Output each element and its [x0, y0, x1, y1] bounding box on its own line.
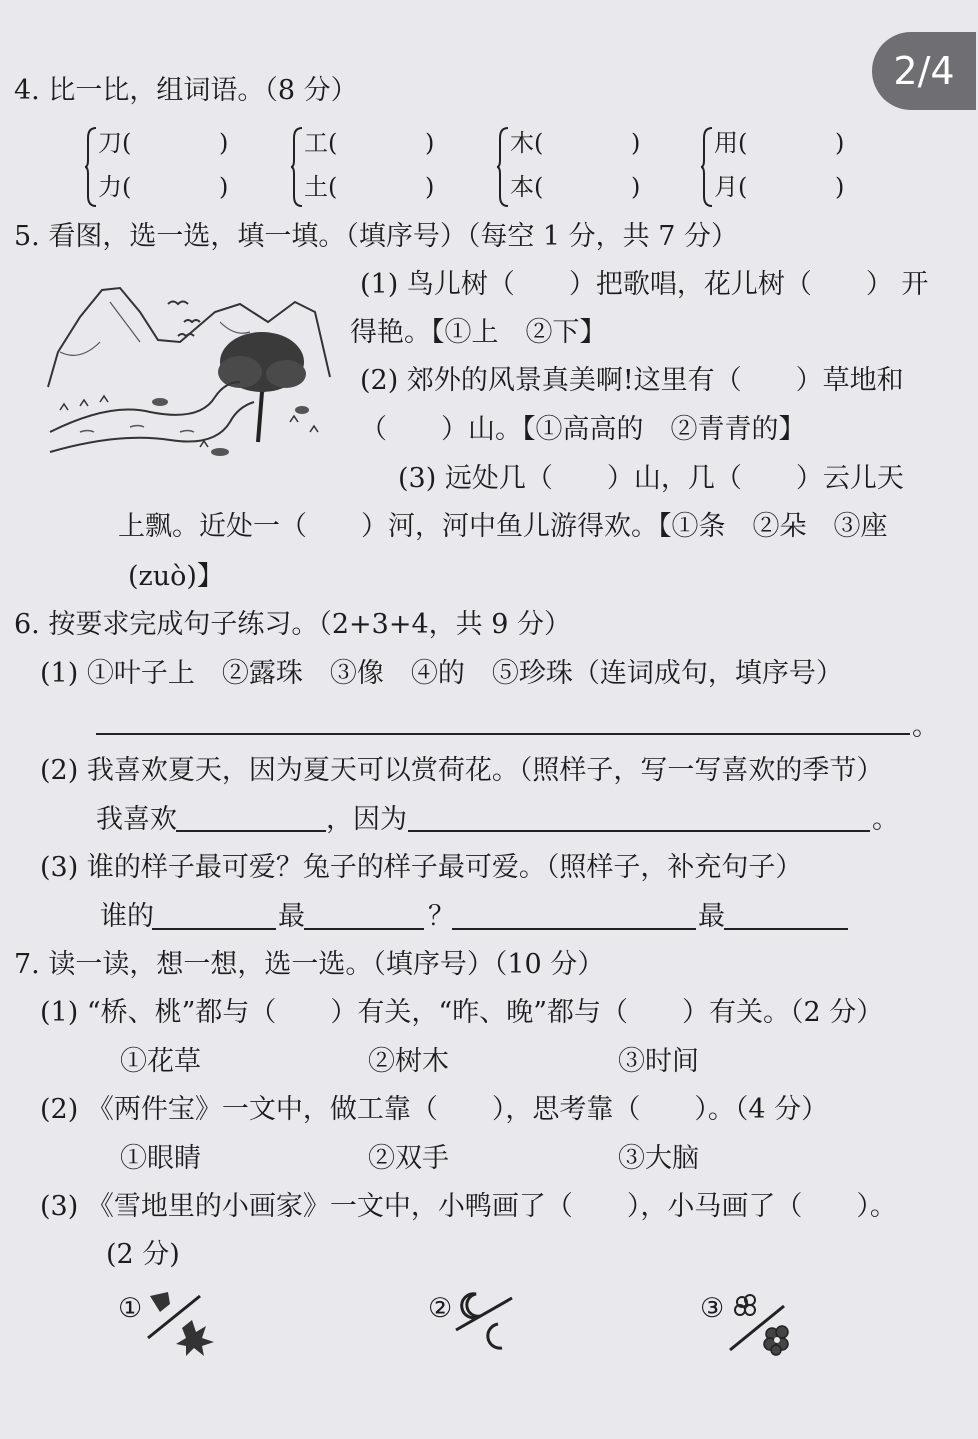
q6-s3-label-a: 谁的: [100, 901, 154, 932]
option-number: ①: [118, 1293, 143, 1324]
q5-part3-line2: 上飘。近处一（ ）河，河中鱼儿游得欢。【①条 ②朵 ③座: [118, 511, 888, 542]
q6-sentence-3: (3) 谁的样子最可爱？兔子的样子最可爱。（照样子，补充句子）: [40, 852, 803, 883]
close-paren: ): [835, 173, 845, 201]
flower-prints-icon: [728, 1290, 800, 1360]
q6-s3-label-b: 最: [278, 901, 305, 932]
q5-part3-line3: (zuò)】: [128, 561, 224, 592]
q7-sentence-2: (2) 《两件宝》一文中，做工靠（ ），思考靠（ ）。（4 分）: [40, 1094, 829, 1125]
close-paren: ): [425, 173, 435, 201]
q4-word-bottom: 本(: [510, 173, 544, 201]
q4-word-bottom: 力(: [98, 173, 132, 201]
q7-s1-option-3: ③时间: [618, 1046, 699, 1077]
q4-group-1: [84, 126, 254, 208]
answer-line[interactable]: [724, 928, 848, 930]
q6-s2-label-b: ，因为: [326, 804, 407, 835]
brace-icon: [290, 126, 304, 208]
close-paren: ): [219, 173, 229, 201]
q6-s3-label-c: ？: [428, 901, 455, 932]
crescent-prints-icon: [454, 1290, 524, 1358]
q4-word-top: 用(: [714, 129, 748, 157]
q6-sentence-1: (1) ①叶子上 ②露珠 ③像 ④的 ⑤珍珠（连词成句，填序号）: [40, 658, 843, 689]
q4-word-top: 木(: [510, 129, 544, 157]
q6-title: 6. 按要求完成句子练习。（2+3+4，共 9 分）: [14, 609, 571, 640]
q5-title: 5. 看图，选一选，填一填。（填序号）（每空 1 分，共 7 分）: [14, 221, 739, 252]
brace-icon: [496, 126, 510, 208]
period: 。: [872, 804, 899, 835]
q4-word-top: 刀(: [98, 129, 132, 157]
q7-title: 7. 读一读，想一想，选一选。（填序号）（10 分）: [14, 949, 605, 980]
q7-sentence-1: (1) “桥、桃”都与（ ）有关，“昨、晚”都与（ ）有关。（2 分）: [40, 997, 884, 1028]
q5-part1-line2: 得艳。【①上 ②下】: [350, 317, 607, 348]
q7-s2-option-1: ①眼睛: [120, 1143, 201, 1174]
option-number: ②: [428, 1293, 453, 1324]
close-paren: ): [835, 129, 845, 157]
option-number: ③: [700, 1293, 725, 1324]
q6-sentence-2: (2) 我喜欢夏天，因为夏天可以赏荷花。（照样子，写一写喜欢的季节）: [40, 755, 884, 786]
q4-word-bottom: 月(: [714, 173, 748, 201]
q7-s2-option-2: ②双手: [368, 1143, 449, 1174]
answer-line[interactable]: [408, 830, 870, 832]
q5-part3-line1: (3) 远处几（ ）山，几（ ）云儿天: [398, 463, 904, 494]
answer-line[interactable]: [452, 928, 696, 930]
q4-word-top: 工(: [304, 129, 338, 157]
period: 。: [912, 711, 939, 742]
close-paren: ): [425, 129, 435, 157]
answer-line[interactable]: [96, 733, 910, 735]
q6-s2-label-a: 我喜欢: [96, 804, 177, 835]
q7-s2-option-3: ③大脑: [618, 1143, 699, 1174]
page-indicator: 2/4: [872, 32, 976, 110]
q5-part2-line1: (2) 郊外的风景真美啊!这里有（ ）草地和: [360, 365, 904, 396]
close-paren: ): [631, 129, 641, 157]
q5-part2-line2: （ ）山。【①高高的 ②青青的】: [360, 414, 806, 445]
landscape-illustration: [40, 282, 340, 462]
q4-title: 4. 比一比，组词语。（8 分）: [14, 75, 358, 106]
q7-s1-option-1: ①花草: [120, 1046, 201, 1077]
answer-line[interactable]: [176, 830, 326, 832]
q4-word-bottom: 土(: [304, 173, 338, 201]
q4-group-4: [700, 126, 870, 208]
close-paren: ): [219, 129, 229, 157]
brace-icon: [700, 126, 714, 208]
q4-group-2: [290, 126, 460, 208]
q5-part1-line1: (1) 鸟儿树（ ）把歌唱，花儿树（ ） 开: [360, 269, 929, 300]
q6-s3-label-d: 最: [698, 901, 725, 932]
q7-sentence-3: (3) 《雪地里的小画家》一文中，小鸭画了（ ），小马画了（ ）。: [40, 1191, 897, 1222]
close-paren: ): [631, 173, 641, 201]
leaf-prints-icon: [144, 1290, 220, 1358]
brace-icon: [84, 126, 98, 208]
q7-s3-score: (2 分): [106, 1239, 180, 1270]
answer-line[interactable]: [152, 928, 276, 930]
answer-line[interactable]: [304, 928, 424, 930]
q7-s1-option-2: ②树木: [368, 1046, 449, 1077]
q4-group-3: [496, 126, 666, 208]
